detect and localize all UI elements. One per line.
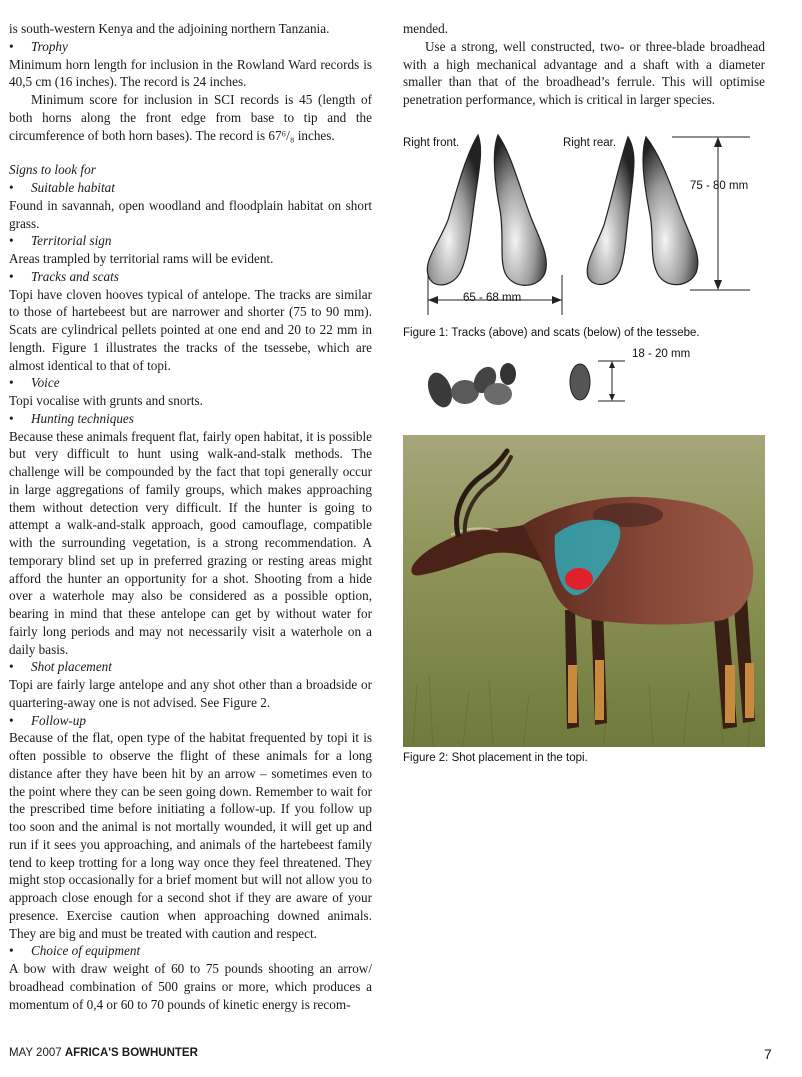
right-column: [403, 20, 765, 109]
track-front-left-hoof: [427, 135, 480, 285]
track-front-right-hoof: [494, 135, 546, 285]
track-rear-left-hoof: [587, 137, 634, 284]
followup-paragraph: Because of the flat, open type of the habitat frequented by topi it is often possible to observe the flight of these animals for a long distance after they have been hit by an arrow – sometimes even to the point where they can be seen going down. Remember to wait for the prescribed time before initiating a follow-up. If you follow up too soon and the animal is not mortally wounded, it will get up and run if it sees you approaching, and animals of the hartebeest family tend to keep trotting for a long way once they feel threatened. They might stop occasionally for a brief moment but will not allow you to approach close enough for a second shot if they are aware of your presence. Exercise caution when approaching downed animals. They are big and must be treated with caution and respect.: [9, 730, 372, 941]
footer-issue: [9, 1047, 198, 1059]
scat-pellet: [500, 363, 516, 385]
equipment-paragraph: A bow with draw weight of 60 to 75 pounds shooting an arrow/ broadhead combination of 500 grains or more, which produces a momentum of 0,4 or 60 to 70 pounds of kinetic energy is recom-: [9, 961, 372, 1012]
territorial-paragraph: Areas trampled by territorial rams will be evident.: [9, 251, 274, 266]
trophy-heading: • Trophy: [9, 38, 68, 54]
dimension-length-label: 75 - 80 mm: [690, 180, 749, 192]
intro-paragraph: is south-western Kenya and the adjoining northern Tanzania.: [9, 21, 330, 36]
label-right-rear: Right rear.: [563, 137, 617, 149]
followup-heading: • Follow-up: [9, 712, 86, 728]
topi-photo: [403, 435, 765, 747]
broadhead-paragraph: Use a strong, well constructed, two- or three-blade broadhead with a high mechanical advantage and a shaft with a diameter smaller than that of the broadhead’s ferrule. This will optimise penetration performance, which is critical in larger species.: [403, 38, 765, 107]
equipment-heading: • Choice of equipment: [9, 943, 141, 959]
figure1-caption: Figure 1: Tracks (above) and scats (below) of the tessebe.: [403, 327, 700, 339]
hunting-heading: • Hunting techniques: [9, 410, 134, 426]
continued-paragraph: mended.: [403, 21, 449, 36]
trophy-paragraph: Minimum horn length for inclusion in the Rowland Ward records is 40,5 cm (16 inches). The record is 24 inches.: [9, 56, 372, 90]
sci-paragraph: Minimum score for inclusion in SCI records is 45 (length of both horns along the front edge from base to tip and the circumference of both horn bases). The record is 67⁶/₈ inches.: [9, 92, 372, 143]
scat-pellet: [570, 364, 590, 400]
scats-illustration: [420, 350, 630, 415]
shot-paragraph: Topi are fairly large antelope and any shot other than a broadside or quartering-away one is not advised. See Figure 2.: [9, 677, 372, 710]
signs-title: Signs to look for: [9, 162, 96, 178]
label-right-front: Right front.: [403, 137, 460, 149]
dimension-width-label: 65 - 68 mm: [463, 292, 522, 304]
left-column: [9, 20, 372, 1013]
footer-date: MAY 2007: [9, 1047, 62, 1059]
figure2-caption: Figure 2: Shot placement in the topi.: [403, 752, 588, 764]
habitat-paragraph: Found in savannah, open woodland and floodplain habitat on short grass.: [9, 197, 372, 231]
dimension-scat-label: 18 - 20 mm: [632, 348, 691, 360]
tracks-heading: • Tracks and scats: [9, 268, 119, 284]
tracks-illustration: [400, 125, 770, 315]
scat-pellet: [484, 383, 512, 405]
tracks-paragraph: Topi have cloven hooves typical of antelope. The tracks are similar to those of hartebeest but are narrower and shorter (75 to 90 mm). Scats are cylindrical pellets pointed at one end and 20 to 22 mm in length. Figure 1 illustrates the tracks of the tsessebe, which are almost identical to that of topi.: [9, 286, 372, 373]
footer-magazine: AFRICA'S BOWHUNTER: [64, 1047, 198, 1059]
habitat-heading: • Suitable habitat: [9, 180, 115, 195]
voice-heading: • Voice: [9, 375, 60, 391]
track-rear-right-hoof: [643, 137, 698, 285]
voice-paragraph: Topi vocalise with grunts and snorts.: [9, 393, 203, 408]
heart-shot-marker: [565, 568, 593, 590]
territorial-heading: • Territorial sign: [9, 233, 112, 249]
hunting-paragraph: Because these animals frequent flat, fairly open habitat, it is possible but very difficult to hunt using walk-and-stalk methods. The challenge will be compounded by the fact that topi generally occur in large aggregations of family groups, which makes approaching them without detection very difficult. If the hunter is going to attempt a walk-and-stalk approach, good camouflage, compatible with the surrounding vegetation, is a strong recommendation. A temporary blind set up in preferred grazing or resting areas might afford the hunter an opportunity for a shot. Shooting from a hide over a waterhole may also be considered as a possible option, bearing in mind that these antelope can get by without water for fairly long periods and may not necessarily visit a waterhole on a daily basis.: [9, 428, 372, 657]
shot-heading: • Shot placement: [9, 659, 112, 675]
page-number: 7: [764, 1046, 772, 1062]
